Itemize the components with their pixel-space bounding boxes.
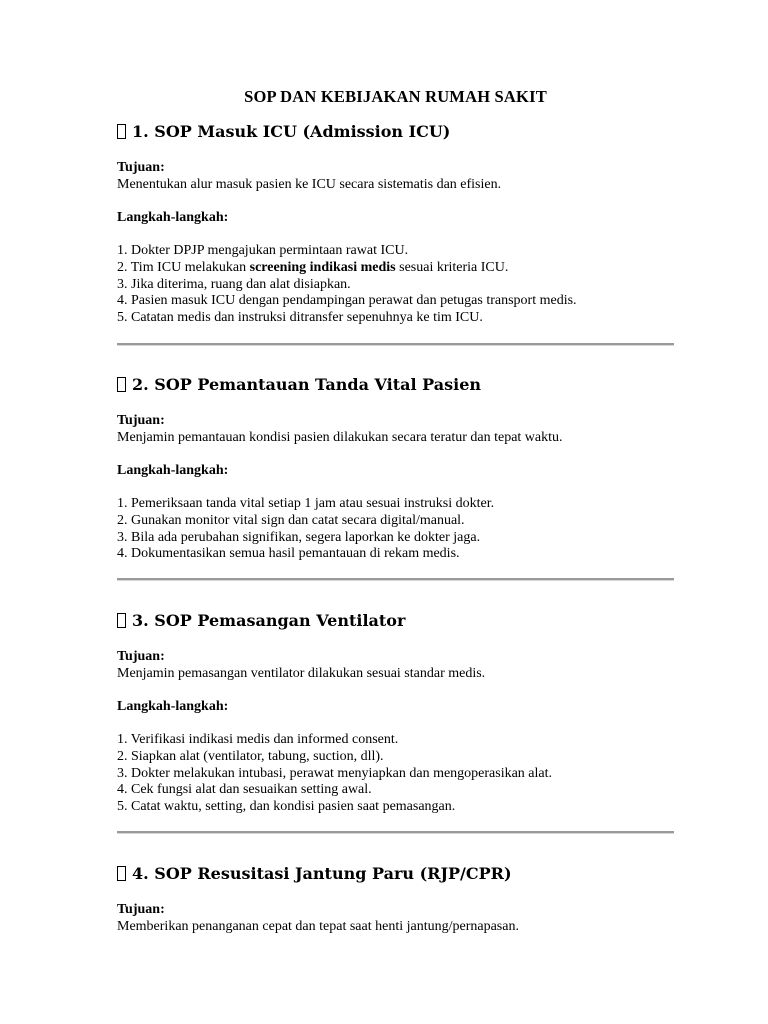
section-ventilator: [117, 610, 674, 816]
section-heading-text: 3. SOP Pemasangan Ventilator: [132, 611, 406, 630]
steps-list: [117, 496, 674, 563]
langkah-label: Langkah-langkah:: [117, 699, 229, 714]
section-admission-icu: [117, 121, 674, 327]
steps-list: [117, 243, 674, 327]
list-item: [117, 260, 674, 277]
langkah-label: Langkah-langkah:: [117, 210, 229, 225]
tujuan-text: Menentukan alur masuk pasien ke ICU secara sistematis dan efisien.: [117, 177, 502, 192]
list-item: 2. Gunakan monitor vital sign dan catat secara digital/manual.: [117, 512, 465, 528]
section-divider: [117, 578, 674, 581]
document-title: SOP DAN KEBIJAKAN RUMAH SAKIT: [244, 87, 547, 106]
tujuan-text: Menjamin pemantauan kondisi pasien dilakukan secara teratur dan tepat waktu.: [117, 430, 563, 445]
list-item: 5. Catatan medis dan instruksi ditransfer sepenuhnya ke tim ICU.: [117, 310, 483, 326]
section-heading: [117, 374, 674, 396]
section-divider: [117, 343, 674, 346]
section-heading: [117, 610, 674, 632]
tujuan-text: Menjamin pemasangan ventilator dilakukan sesuai standar medis.: [117, 666, 486, 681]
tujuan-label: Tujuan:: [117, 902, 165, 917]
list-item-emphasis: screening indikasi medis: [249, 259, 396, 275]
section-heading-text: 1. SOP Masuk ICU (Admission ICU): [132, 122, 451, 141]
section-heading: [117, 121, 674, 143]
section-heading-text: 4. SOP Resusitasi Jantung Paru (RJP/CPR): [132, 864, 512, 883]
tujuan-label: Tujuan:: [117, 649, 165, 664]
tujuan-label: Tujuan:: [117, 413, 165, 428]
list-item: 5. Catat waktu, setting, dan kondisi pasien saat pemasangan.: [117, 799, 456, 815]
langkah-label: Langkah-langkah:: [117, 463, 229, 478]
missing-glyph-icon: [117, 124, 126, 139]
list-item-text: 2. Tim ICU melakukan: [117, 259, 250, 275]
list-item: 1. Dokter DPJP mengajukan permintaan rawat ICU.: [117, 243, 409, 258]
tujuan-label: Tujuan:: [117, 160, 165, 175]
list-item: 4. Cek fungsi alat dan sesuaikan setting awal.: [117, 782, 372, 798]
missing-glyph-icon: [117, 613, 126, 628]
section-heading: [117, 863, 674, 885]
missing-glyph-icon: [117, 866, 126, 881]
list-item: 4. Pasien masuk ICU dengan pendampingan perawat dan petugas transport medis.: [117, 293, 577, 309]
missing-glyph-icon: [117, 377, 126, 392]
list-item: 4. Dokumentasikan semua hasil pemantauan di rekam medis.: [117, 546, 460, 562]
section-heading-text: 2. SOP Pemantauan Tanda Vital Pasien: [132, 375, 482, 394]
list-item: 1. Verifikasi indikasi medis dan informed consent.: [117, 732, 399, 747]
list-item: 2. Siapkan alat (ventilator, tabung, suction, dll).: [117, 748, 384, 764]
list-item-text: sesuai kriteria ICU.: [395, 259, 509, 275]
section-vital-signs: [117, 374, 674, 563]
list-item: 3. Bila ada perubahan signifikan, segera laporkan ke dokter jaga.: [117, 529, 481, 545]
list-item: 3. Jika diterima, ruang dan alat disiapkan.: [117, 276, 351, 292]
list-item: 3. Dokter melakukan intubasi, perawat menyiapkan dan mengoperasikan alat.: [117, 765, 553, 781]
section-divider: [117, 831, 674, 834]
tujuan-text: Memberikan penanganan cepat dan tepat saat henti jantung/pernapasan.: [117, 919, 519, 934]
section-cpr: [117, 863, 674, 935]
steps-list: [117, 732, 674, 816]
list-item: 1. Pemeriksaan tanda vital setiap 1 jam atau sesuai instruksi dokter.: [117, 496, 495, 511]
